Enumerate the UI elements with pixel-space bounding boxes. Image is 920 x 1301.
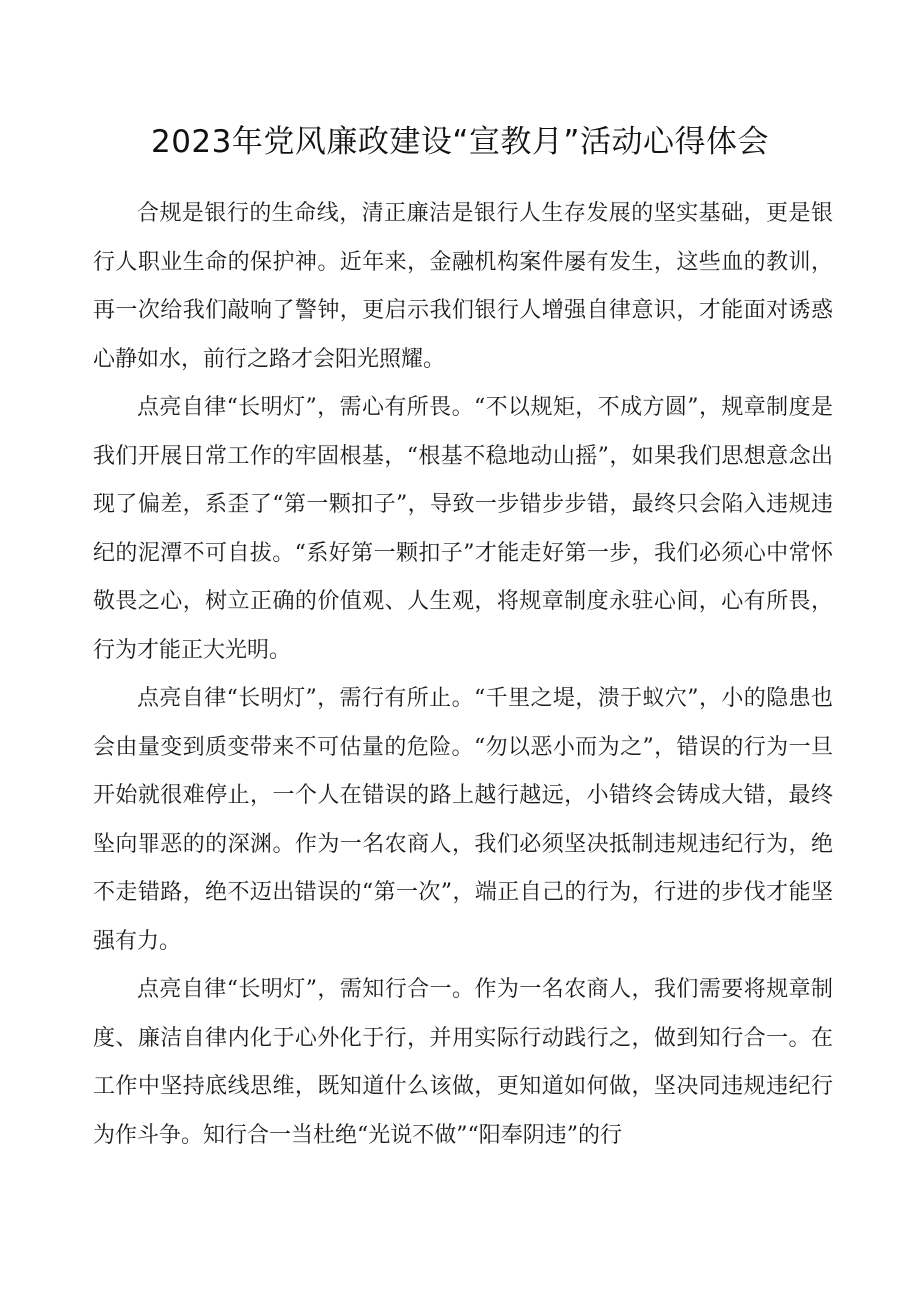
paragraph: 合规是银行的生命线，清正廉洁是银行人生存发展的坚实基础，更是银行人职业生命的保护神。近年来，金融机构案件屡有发生，这些血的教训，再一次给我们敲响了警钟，更启示我们银行人增强自律意识，才能面对诱惑心静如水，前行之路才会阳光照耀。	[93, 201, 833, 372]
paragraph: 点亮自律“长明灯”，需心有所畏。“不以规矩，不成方圆”，规章制度是我们开展日常工作的牢固根基，“根基不稳地动山摇”，如果我们思想意念出现了偏差，系歪了“第一颗扣子”，导致一步错步步错，最终只会陷入违规违纪的泥潭不可自拔。“系好第一颗扣子”才能走好第一步，我们必须心中常怀敬畏之心，树立正确的价值观、人生观，将规章制度永驻心间，心有所畏，行为才能正大光明。	[93, 395, 833, 663]
document-title: 2023年党风廉政建设“宣教月”活动心得体会	[150, 124, 769, 160]
document-body	[93, 190, 833, 1160]
paragraph: 点亮自律“长明灯”，需行有所止。“千里之堤，溃于蚁穴”，小的隐患也会由量变到质变带来不可估量的危险。“勿以恶小而为之”，错误的行为一旦开始就很难停止，一个人在错误的路上越行越远，小错终会铸成大错，最终坠向罪恶的的深渊。作为一名农商人，我们必须坚决抵制违规违纪行为，绝不走错路，绝不迈出错误的“第一次”，端正自己的行为，行进的步伐才能坚强有力。	[93, 686, 833, 954]
paragraph: 点亮自律“长明灯”，需知行合一。作为一名农商人，我们需要将规章制度、廉洁自律内化于心外化于行，并用实际行动践行之，做到知行合一。在工作中坚持底线思维，既知道什么该做，更知道如何做，坚决同违规违纪行为作斗争。知行合一当杜绝“光说不做”“阳奉阴违”的行	[93, 977, 833, 1148]
